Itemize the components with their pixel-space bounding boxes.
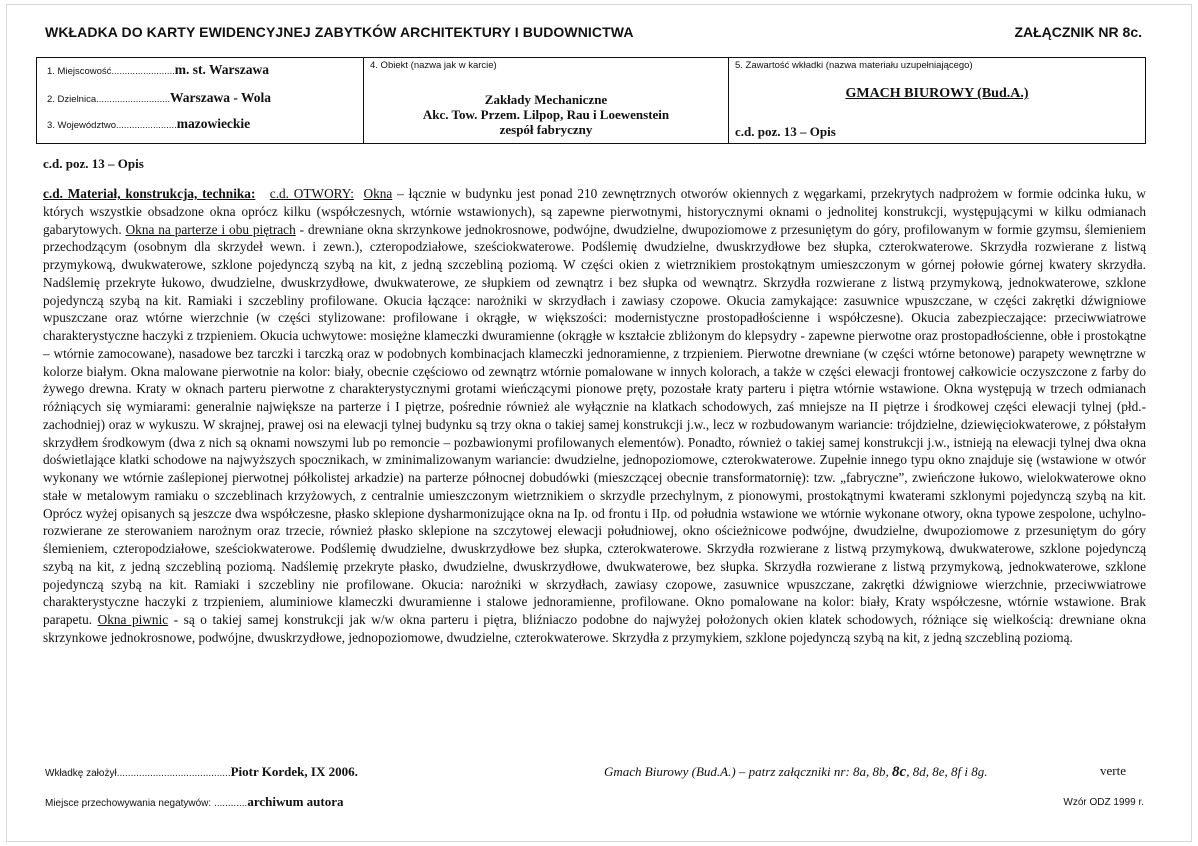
okna-label: Okna bbox=[363, 186, 393, 201]
header-table bbox=[36, 57, 1146, 144]
piwnic-label: Okna piwnic bbox=[97, 612, 169, 627]
section-heading: c.d. poz. 13 – Opis bbox=[43, 156, 144, 171]
form-template-note: Wzór ODZ 1999 r. bbox=[1063, 797, 1144, 808]
parter-label: Okna na parterze i obu piętrach bbox=[125, 221, 296, 237]
obiekt-value: Zakłady Mechaniczne Akc. Tow. Przem. Lilpop, Rau i Loewenstein zespół fabryczny bbox=[422, 92, 670, 137]
object-cell bbox=[364, 58, 729, 143]
content-cell bbox=[729, 58, 1145, 143]
document-title: WKŁADKA DO KARTY EWIDENCYJNEJ ZABYTKÓW ARCHITEKTURY I BUDOWNICTWA bbox=[45, 24, 634, 40]
description-body bbox=[43, 185, 1146, 647]
author-line: Wkładkę założył.........................................Piotr Kordek, IX 2006. bbox=[45, 764, 358, 779]
miejscowosc-field: 1. Miejscowość........................m. st. Warszawa bbox=[47, 62, 270, 77]
zawartosc-value: GMACH BIUROWY (Bud.A.) bbox=[845, 86, 1029, 101]
obiekt-label: 4. Obiekt (nazwa jak w karcie) bbox=[370, 60, 497, 71]
verte-note: verte bbox=[1100, 763, 1126, 778]
cd-position: c.d. poz. 13 – Opis bbox=[735, 124, 836, 139]
dzielnica-field: 2. Dzielnica............................Warszawa - Wola bbox=[47, 90, 272, 105]
otwory-label: c.d. OTWORY: bbox=[269, 186, 354, 201]
location-cell bbox=[37, 58, 364, 143]
attachments-reference: Gmach Biurowy (Bud.A.) – patrz załączniki nr: 8a, 8b, 8c, 8d, 8e, 8f i 8g. bbox=[604, 764, 988, 780]
negatives-line: Miejsce przechowywania negatywów: ............archiwum autora bbox=[45, 794, 344, 809]
zawartosc-label: 5. Zawartość wkładki (nazwa materiału uzupełniającego) bbox=[735, 60, 973, 71]
body-text-1: – łącznie w budynku jest ponad 210 zewnętrznych otworów okiennych z węgarkami, przekrytych nadprożem w formie odcinka łuku, w których wszystkie obsadzone okna oprócz kilku (współczesnych, wtórnie wstawionych), są zapewne pierwotnymi, historycznymi oknami o jednolitej konstrukcji, występującymi w kilku odmianach gabarytowych. bbox=[43, 186, 1146, 237]
body-text-3: - są o takiej samej konstrukcji jak w/w okna parteru i piętra, bliźniaczo podobne do najwyżej położonych okien klatek schodowych, różniące się wielkością: drewniane okna skrzynkowe jednokrosnowe, podwójne, dwuskrzydłowe, jednopoziomowe, dwudzielne, czterokwaterowe. Skrzydła z przymykiem, szklone pojedynczą szybą na kit, z jedną szczebliną poziomą. bbox=[43, 612, 1147, 645]
material-label: c.d. Materiał, konstrukcja, technika: bbox=[43, 186, 256, 201]
wojewodztwo-field: 3. Województwo.......................mazowieckie bbox=[47, 116, 251, 131]
attachment-number: ZAŁĄCZNIK NR 8c. bbox=[1014, 24, 1142, 40]
body-text-2: - drewniane okna skrzynkowe jednokrosnowe, podwójne, dwudzielne, dwupoziomowe z przesuniętym do góry, profilowanym w formie gzymsu, ślemieniem przechodzącym (osobnym dla skrzydeł wewn. i zewn.), czteropodziałowe, sześciokwaterowe. Podślemię dwudzielne, dwuskrzydłowe bez słupka, czterokwaterowe. Skrzydła rozwierane z listwą przymykową, dwukwaterowe, szklone pojedynczą szybą na kit, z jedną szczebliną poziomą. W części okien z wietrznikiem prostokątnym umieszczonym w górnej połowie górnej kwatery skrzydła. Nadślemię przekryte łukowo, dwudzielne, dwuskrzydłowe, dwukwaterowe, ze słupkiem od zewnątrz i bez słupka od wewnątrz. Skrzydła rozwierane z listwą przymykową, jednokwaterowe, szklone pojedynczą szybą na kit. Ramiaki i szczebliny profilowane. Okucia łączące: narożniki w skrzydłach i zawiasy czopowe. Okucia zamykające: zasuwnice wpuszczane, w części zakrętki dźwigniowe wpuszczane oraz wtórne wierzchnie (w części stylizowane: profilowane i okrągłe, w większości: modernistyczne prostopadłościenne i współczesne). Okucia zabezpieczające: przeciwwiatrowe charakterystyczne haczyki z trzpieniem. Okucia uchwytowe: mosiężne klameczki dwuramienne (okrągłe w kształcie zbliżonym do klepsydry - zapewne pierwotne oraz prostopadłościenne, obłe i prostokątne – wtórnie zamocowane), nasadowe bez tarczki i tarczką oraz w podobnych kombinacjach klameczki jednoramienne, z trzpieniem. Pierwotne drewniane (w części wtórne betonowe) parapety wewnętrzne w kolorze białym. Okna malowane pierwotnie na kolor: biały, obecnie częściowo od zewnątrz wtórnie pomalowane w innych kolorach, a także w części elewacji frontowej całkowicie oczyszczone z farby do żywego drewna. Kraty w oknach parteru pierwotne z charakterystycznymi grotami wieńczącymi pionowe pręty, pozostałe kraty parteru i piętra wtórnie wstawione. Okna występują w trzech odmianach różniących się wymiarami: generalnie największe na parterze i I piętrze, pośrednie również ale wyłącznie na klatkach schodowych, zaś mniejsze na II piętrze i środkowej części elewacji tylnej (płd.-zachodniej) oraz w wykuszu. W skrajnej, prawej osi na elewacji tylnej budynku są trzy okna o takiej samej konstrukcji j.w., lecz w rozbudowanym wariancie: trójdzielne, dziewięciokwaterowe, z półstałym skrzydłem środkowym (dwa z nich są oknami nowszymi lub po remoncie – pozbawionymi profilowanych elementów). Ponadto, również o takiej samej konstrukcji j.w., istnieją na elewacji tylnej dwa okna doświetlające klatki schodowe na najwyższych spocznikach, w zminimalizowanym wariancie: dwudzielne, jednopoziomowe, czterokwaterowe. Zupełnie innego typu okno znajduje się (wstawione w otwór wykonany we wtórnie zaślepionej pierwotnej półkolistej arkadzie) na parterze północnej dobudówki (mieszczącej obecnie transformatornię): tzw. „fabryczne”, zwieńczone łukowo, wielokwaterowe okno stałe w metalowym ramiaku o szczeblinach krzyżowych, z centralnie umieszczonym wietrznikiem o skrzydle przechylnym, z pionowymi, prostokątnymi kwaterami szklonymi pojedynczą szybą na kit. Oprócz wyżej opisanych są jeszcze dwa współczesne, płasko sklepione dysharmonizujące okna na Ip. od frontu i IIp. od południa wstawione we wtórnie wykonane otwory, okna typowe zespolone, uchylno-rozwierane ze sterowaniem narożnym oraz trzecie, również płasko sklepione na szczytowej elewacji południowej, okno ościeżnicowe podwójne, dwudzielne, dwupoziomowe z przesuniętym do góry ślemieniem, czteropodziałowe, sześciokwaterowe. Podślemię dwudzielne, dwuskrzydłowe bez słupka, czterokwaterowe. Skrzydła rozwierane z listwą przymykową, dwukwaterowe, szklone pojedynczą szybą na kit, z jedną szczebliną poziomą. Nadślemię przekryte płasko, dwudzielne, dwuskrzydłowe, dwukwaterowe, bez słupka. Skrzydła rozwierane z listwą przymykową, jednokwaterowe, szklone pojedynczą szybą na kit. Ramiaki i szczebliny nie profilowane. Okucia: narożniki w skrzydłach, zawiasy czopowe, zasuwnice wpuszczane, zakrętki dźwigniowe wierzchnie, przeciwwiatrowe charakterystyczne haczyki z trzpieniem, aluminiowe klameczki dwuramienne i stalowe jednoramienne, profilowane. Okno pomalowane na kolor: biały, Kraty współczesne, wtórnie wstawione. Brak parapetu. bbox=[43, 221, 1146, 627]
